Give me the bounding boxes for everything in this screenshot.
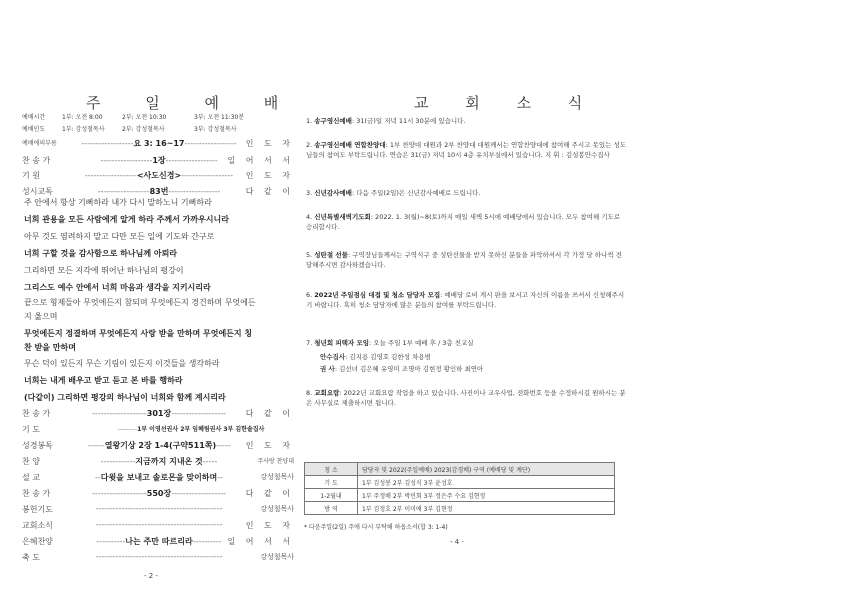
table-row <box>305 476 615 489</box>
table-cell: 1부 주정배 2부 박민회 3부 정은주 수요 김현정 <box>358 489 615 502</box>
responsive-reading-line: 지 옳으며 <box>24 312 58 321</box>
schedule-row: 예배인도 1부: 강성철목사 2부: 강성철목사 3부: 강성철목사 <box>22 126 237 133</box>
table-row <box>305 489 615 502</box>
table-row <box>305 463 615 476</box>
news-title: 교 회 소 식 <box>414 94 599 112</box>
order-row: 축 도 -------------------------------------------- 강성철목사 <box>22 552 294 562</box>
order-row: 찬 송 가 ------------------1장------------------ 일 어 서 서 <box>22 156 294 165</box>
news-item: 4. 신년특별새벽기도회: 2022. 1. 3(월)~8(토)까지 매일 새벽 5시에 예배당에서 있습니다. 모두 참여해 기도로 승리합시다. <box>306 213 621 231</box>
duty-table <box>304 462 615 515</box>
news-item: 8. 교회요람: 2022년 교회요람 작업을 하고 있습니다. 사진이나 교우사업, 전화번호 등을 수정하시길 원하시는 분은 사무실로 제출하시면 됩니다. <box>306 389 626 407</box>
schedule-row: 예배시간 1부: 오전 8:00 2부: 오전 10:30 3부: 오전 11:30분 <box>22 114 245 121</box>
news-item: 6. 2022년 주일점심 대접 및 청소 담당자 모집: 예배당 로비 게시 판을 보시고 자신의 이름을 쓰셔서 신청해주시기 바랍니다. 혹히 청소 담당자에 많은 분들의 참여를 부탁드립니다. <box>306 291 625 309</box>
responsive-reading-line: 너희 관용을 모든 사람에게 알게 하라 주께서 가까우시니라 <box>24 215 229 224</box>
news-item: 3. 신년감사예배: 다음 주일(2일)은 신년감사예배로 드립니다. <box>306 189 481 197</box>
responsive-reading-line: 그리하면 모든 지각에 뛰어난 하나님의 평강이 <box>24 266 184 275</box>
responsive-reading-line: 무엇에든지 정결하며 무엇에든지 사랑 받을 만하며 무엇에든지 칭 <box>24 329 253 338</box>
table-cell: 1부 김정호 2부 이미애 3부 김현정 <box>358 502 615 515</box>
responsive-reading-line: 주 안에서 항상 기뻐하라 내가 다시 말하노니 기뻐하라 <box>24 198 212 207</box>
order-row: 성경봉독 ------열왕기상 2장 1-4(구약511쪽)----- 인 도 자 <box>22 441 294 450</box>
footnote: * 다음주일(2일) 주에 다시 부탁해 하옵소서(합 3: 1-4) <box>304 524 448 531</box>
table-cell: 1-2월내 <box>305 489 358 502</box>
responsive-reading-line: 찬 받을 만하며 <box>24 343 76 352</box>
order-row: 기 원 ------------------<사도신경>------------------ 인 도 자 <box>22 171 294 180</box>
responsive-reading-line: 끝으로 형제들아 무엇에든지 참되며 무엇에든지 경건하며 무엇에든 <box>24 298 256 307</box>
order-row: 기 도 ---------1부 이영선권사 2부 임혜림권사 3부 김한솔집사 <box>22 425 265 434</box>
order-row: 교회소식 -------------------------------------------- 인 도 자 <box>22 520 294 530</box>
order-row: 찬 송 가 -------------------301장------------------- 다 같 이 <box>22 409 294 418</box>
table-cell: 방 역 <box>305 502 358 515</box>
responsive-reading-line: (다같이) 그리하면 평강의 하나님이 너희와 함께 계시리라 <box>24 393 226 402</box>
worship-title: 주 일 예 배 <box>86 94 299 112</box>
news-item: 5. 성탄절 선물: 구역장님들께서는 구역식구 중 성탄선물을 받지 못하신 분들을 파악하셔서 각 가정 당 하나씩 전달해주시면 감사하겠습니다. <box>306 251 622 269</box>
table-cell: 기 도 <box>305 476 358 489</box>
responsive-reading-line: 너희 구할 것을 감사함으로 하나님께 아뢰라 <box>24 249 178 258</box>
order-row: 설 교 --다윗을 보내고 솔로몬을 맞이하며-- 강성철목사 <box>22 473 294 482</box>
page-number: - 2 - <box>144 572 158 580</box>
order-row: 예배에의부름 ------------------요 3: 16~17------------------ 인 도 자 <box>22 139 294 148</box>
order-row: 봉헌기도 -------------------------------------------- 강성철목사 <box>22 504 294 514</box>
order-row: 찬 송 가 -------------------550장------------------- 다 같 이 <box>22 489 294 498</box>
responsive-reading-line: 무슨 덕이 있든지 무슨 기림이 있든지 이것들을 생각하라 <box>24 359 220 368</box>
order-row: 찬 양 ------------지금까지 지내온 것----- 주사랑 찬양대 <box>22 457 294 466</box>
table-cell: 1부 김성봉 2부 김성식 3부 윤성호 <box>358 476 615 489</box>
news-item: 7. 청년회 피택자 모임: 오늘 주일 1부 예배 후 / 3층 친교실 <box>306 339 474 347</box>
responsive-reading-line: 아무 것도 염려하지 말고 다만 모든 일에 기도와 간구로 <box>24 232 215 241</box>
table-cell: 담당자 및 2022(주일예배) 2023(감경배) 구역 (예배당 및 계단) <box>358 463 615 476</box>
page-number: - 4 - <box>450 538 464 546</box>
news-item: 1. 송구영신예배: 31(금)일 저녁 11시 30분에 있습니다. <box>306 117 466 125</box>
table-cell: 청 소 <box>305 463 358 476</box>
responsive-reading-line: 너희는 내게 배우고 받고 듣고 본 바를 행하라 <box>24 376 183 385</box>
order-row: 성시교독 ------------------83번------------------ 다 같 이 <box>22 187 294 196</box>
responsive-reading-line: 그리스도 예수 안에서 너희 마음과 생각을 지키시리라 <box>24 283 211 292</box>
order-row: 은혜찬양 ----------나는 주만 따르리라---------- 일 어 서 서 <box>22 537 294 546</box>
table-row <box>305 502 615 515</box>
elder-row: 권 사: 김선녀 김은혜 유영미 조명아 김현정 황인하 최연아 <box>320 365 484 373</box>
elder-row: 안수집사: 김지용 김영호 김한성 차용범 <box>320 353 431 361</box>
news-item: 2. 송구영신예배 연합찬양대: 1부 찬양대 대원과 2부 찬양대 대원께서는 연합찬양대에 참여해 주시고 못있는 성도님들의 참여도 부탁드립니다. 연습은 31(금) 저녁 10시 4층 유치부실에서 있습니다. 지 휘 : 김성봉안수집사 <box>306 141 627 159</box>
